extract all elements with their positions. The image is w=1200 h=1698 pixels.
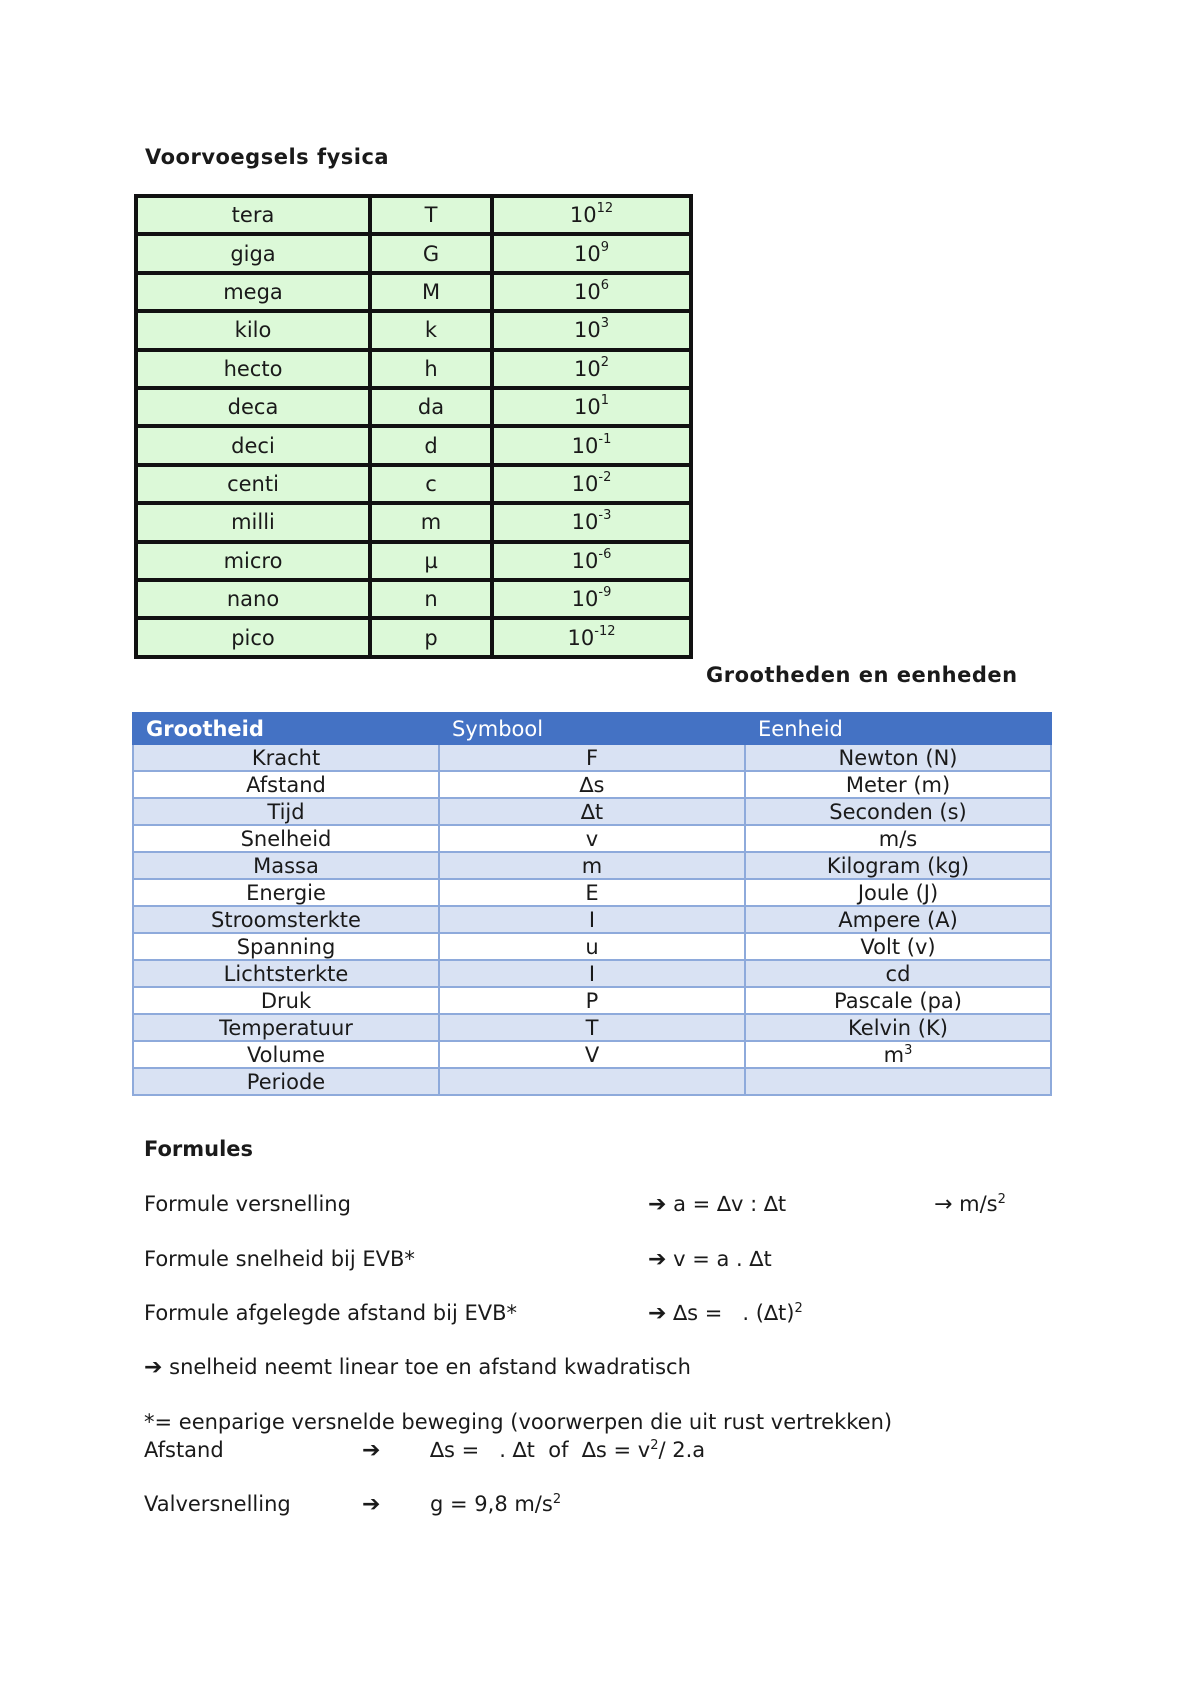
valversnelling-exponent: 2 (552, 1492, 562, 1507)
quantity-name: Tijd (133, 798, 439, 825)
power-exponent: -12 (594, 623, 616, 639)
quantity-row (133, 960, 1051, 987)
afstand-expr: ∆s = . ∆t of ∆s = v (430, 1438, 651, 1462)
power-base: 10 (571, 548, 599, 573)
prefix-symbol: k (370, 311, 492, 349)
unit-text: m (883, 1042, 905, 1067)
quantity-symbol: T (439, 1014, 745, 1041)
power-exponent: -3 (598, 508, 612, 524)
prefix-name: micro (136, 542, 370, 580)
unit-text: Kilogram (kg) (826, 853, 970, 878)
unit-base: m/s (959, 1192, 998, 1216)
unit-text: Kelvin (K) (848, 1015, 948, 1040)
prefix-power (492, 311, 691, 349)
quantity-unit (745, 1014, 1051, 1041)
quantity-symbol (439, 1068, 745, 1095)
prefix-power (492, 234, 691, 272)
power-exponent: 9 (600, 239, 609, 255)
quantity-name: Energie (133, 879, 439, 906)
prefix-row (136, 580, 691, 618)
afstand-formula (430, 1438, 705, 1462)
arrow-icon: ➔ (648, 1192, 667, 1217)
formula-acceleration-unit (934, 1192, 1006, 1217)
unit-text: m/s (878, 826, 918, 851)
prefix-power (492, 580, 691, 618)
power-exponent: 12 (596, 201, 614, 217)
formula-velocity-label: Formule snelheid bij EVB* (144, 1247, 415, 1271)
prefix-row (136, 311, 691, 349)
prefix-symbol: M (370, 273, 492, 311)
prefix-table (134, 194, 693, 659)
arrow-icon: ➔ (648, 1247, 667, 1272)
prefix-power (492, 618, 691, 657)
header-eenheid: Eenheid (745, 713, 1051, 744)
prefix-symbol: µ (370, 542, 492, 580)
power-base: 10 (573, 318, 601, 343)
prefix-name: deca (136, 388, 370, 426)
formulas-section-title: Formules (144, 1137, 254, 1161)
arrow-icon: → (934, 1192, 953, 1217)
power-base: 10 (573, 395, 601, 420)
power-exponent: 6 (600, 278, 609, 294)
arrow-icon: ➔ (362, 1438, 381, 1463)
prefix-name: hecto (136, 350, 370, 388)
evb-footnote: *= eenparige versnelde beweging (voorwerpen die uit rust vertrekken) (144, 1410, 893, 1434)
quantity-name: Massa (133, 852, 439, 879)
prefix-symbol: c (370, 465, 492, 503)
power-base: 10 (569, 203, 597, 228)
formula-distance (648, 1301, 803, 1326)
unit-text: Joule (J) (857, 880, 939, 905)
unit-text: Pascale (pa) (834, 988, 962, 1013)
quantity-name: Afstand (133, 771, 439, 798)
prefix-name: giga (136, 234, 370, 272)
formula-velocity-expr: v = a . ∆t (673, 1247, 772, 1271)
quantity-name: Druk (133, 987, 439, 1014)
power-base: 10 (571, 433, 599, 458)
quantity-symbol: ∆s (439, 771, 745, 798)
prefix-symbol: p (370, 618, 492, 657)
unit-exponent: 3 (904, 1042, 913, 1058)
quantity-name: Temperatuur (133, 1014, 439, 1041)
quantity-name: Spanning (133, 933, 439, 960)
quantity-symbol: V (439, 1041, 745, 1068)
quantity-symbol: I (439, 906, 745, 933)
quantity-row (133, 987, 1051, 1014)
quantity-unit (745, 1068, 1051, 1095)
prefix-row (136, 503, 691, 541)
afstand-arrow (362, 1438, 380, 1463)
quantity-unit (745, 960, 1051, 987)
quantity-name: Periode (133, 1068, 439, 1095)
quantity-unit (745, 798, 1051, 825)
quantity-name: Lichtsterkte (133, 960, 439, 987)
quantity-name: Stroomsterkte (133, 906, 439, 933)
prefix-power (492, 465, 691, 503)
power-exponent: -9 (598, 585, 612, 601)
prefix-symbol: n (370, 580, 492, 618)
quantity-name: Volume (133, 1041, 439, 1068)
quantity-unit (745, 744, 1051, 771)
prefix-row (136, 196, 691, 234)
power-exponent: -1 (598, 431, 612, 447)
prefix-name: tera (136, 196, 370, 234)
valversnelling-formula (430, 1492, 561, 1516)
formula-acceleration (648, 1192, 786, 1217)
quantity-symbol: u (439, 933, 745, 960)
power-base: 10 (567, 625, 595, 650)
prefix-name: kilo (136, 311, 370, 349)
quantity-name: Kracht (133, 744, 439, 771)
power-base: 10 (571, 587, 599, 612)
prefix-name: mega (136, 273, 370, 311)
prefix-symbol: da (370, 388, 492, 426)
power-exponent: -2 (598, 470, 612, 486)
prefix-row (136, 426, 691, 464)
power-base: 10 (573, 356, 601, 381)
power-exponent: -6 (598, 546, 612, 562)
prefix-power (492, 426, 691, 464)
afstand-exponent: 2 (650, 1438, 659, 1453)
quantity-symbol: P (439, 987, 745, 1014)
note-linear-quadratic (144, 1355, 691, 1380)
header-grootheid: Grootheid (133, 713, 439, 744)
prefix-row (136, 388, 691, 426)
prefix-name: nano (136, 580, 370, 618)
quantity-row (133, 852, 1051, 879)
quantity-row (133, 771, 1051, 798)
quantity-symbol: ∆t (439, 798, 745, 825)
afstand-tail: / 2.a (658, 1438, 706, 1462)
quantity-row (133, 744, 1051, 771)
quantity-row (133, 1041, 1051, 1068)
prefix-section-title: Voorvoegsels fysica (145, 145, 390, 169)
prefix-symbol: T (370, 196, 492, 234)
prefix-symbol: m (370, 503, 492, 541)
formula-velocity (648, 1247, 772, 1272)
quantities-table (132, 712, 1052, 1096)
prefix-row (136, 273, 691, 311)
valversnelling-arrow (362, 1492, 380, 1517)
prefix-power (492, 350, 691, 388)
quantity-row (133, 1014, 1051, 1041)
quantity-row (133, 906, 1051, 933)
note-text: snelheid neemt linear toe en afstand kwadratisch (169, 1355, 691, 1379)
quantity-unit (745, 771, 1051, 798)
quantity-symbol: I (439, 960, 745, 987)
arrow-icon: ➔ (648, 1301, 667, 1326)
prefix-power (492, 196, 691, 234)
prefix-name: milli (136, 503, 370, 541)
quantity-unit (745, 825, 1051, 852)
prefix-row (136, 234, 691, 272)
unit-text: Ampere (A) (838, 907, 958, 932)
quantity-row (133, 1068, 1051, 1095)
prefix-symbol: d (370, 426, 492, 464)
unit-text: cd (885, 961, 911, 986)
header-symbool: Symbool (439, 713, 745, 744)
formula-distance-label: Formule afgelegde afstand bij EVB* (144, 1301, 517, 1325)
formula-acceleration-label: Formule versnelling (144, 1192, 351, 1216)
quantity-symbol: F (439, 744, 745, 771)
quantity-name: Snelheid (133, 825, 439, 852)
quantity-row (133, 933, 1051, 960)
formula-distance-expr: ∆s = . (∆t) (673, 1301, 795, 1325)
unit-text: Seconden (s) (829, 799, 967, 824)
quantity-row (133, 798, 1051, 825)
unit-exponent: 2 (997, 1192, 1006, 1207)
unit-text: Volt (v) (860, 934, 936, 959)
quantities-header-row (133, 713, 1051, 744)
prefix-row (136, 465, 691, 503)
quantity-unit (745, 933, 1051, 960)
afstand-label: Afstand (144, 1438, 224, 1462)
power-base: 10 (573, 241, 601, 266)
quantity-unit (745, 987, 1051, 1014)
prefix-row (136, 542, 691, 580)
formula-acceleration-expr: a = ∆v : ∆t (673, 1192, 787, 1216)
valversnelling-expr: g = 9,8 m/s (430, 1492, 553, 1516)
prefix-power (492, 273, 691, 311)
prefix-row (136, 618, 691, 657)
power-base: 10 (571, 510, 599, 535)
prefix-symbol: h (370, 350, 492, 388)
quantity-unit (745, 879, 1051, 906)
power-exponent: 1 (600, 393, 609, 409)
quantity-unit (745, 906, 1051, 933)
quantity-symbol: E (439, 879, 745, 906)
prefix-power (492, 542, 691, 580)
prefix-power (492, 388, 691, 426)
quantities-section-title: Grootheden en eenheden (706, 663, 1018, 687)
unit-text: Meter (m) (845, 772, 951, 797)
quantity-unit (745, 1041, 1051, 1068)
valversnelling-label: Valversnelling (144, 1492, 291, 1516)
prefix-name: deci (136, 426, 370, 464)
prefix-name: pico (136, 618, 370, 657)
unit-text: Newton (N) (838, 745, 958, 770)
arrow-icon: ➔ (362, 1492, 381, 1517)
prefix-row (136, 350, 691, 388)
quantity-row (133, 879, 1051, 906)
power-base: 10 (573, 280, 601, 305)
quantity-unit (745, 852, 1051, 879)
quantity-symbol: m (439, 852, 745, 879)
power-exponent: 3 (600, 316, 609, 332)
formula-distance-exponent: 2 (794, 1301, 803, 1316)
quantity-row (133, 825, 1051, 852)
arrow-icon: ➔ (144, 1355, 163, 1380)
prefix-symbol: G (370, 234, 492, 272)
quantity-symbol: v (439, 825, 745, 852)
power-base: 10 (571, 472, 599, 497)
prefix-name: centi (136, 465, 370, 503)
power-exponent: 2 (600, 354, 609, 370)
prefix-power (492, 503, 691, 541)
